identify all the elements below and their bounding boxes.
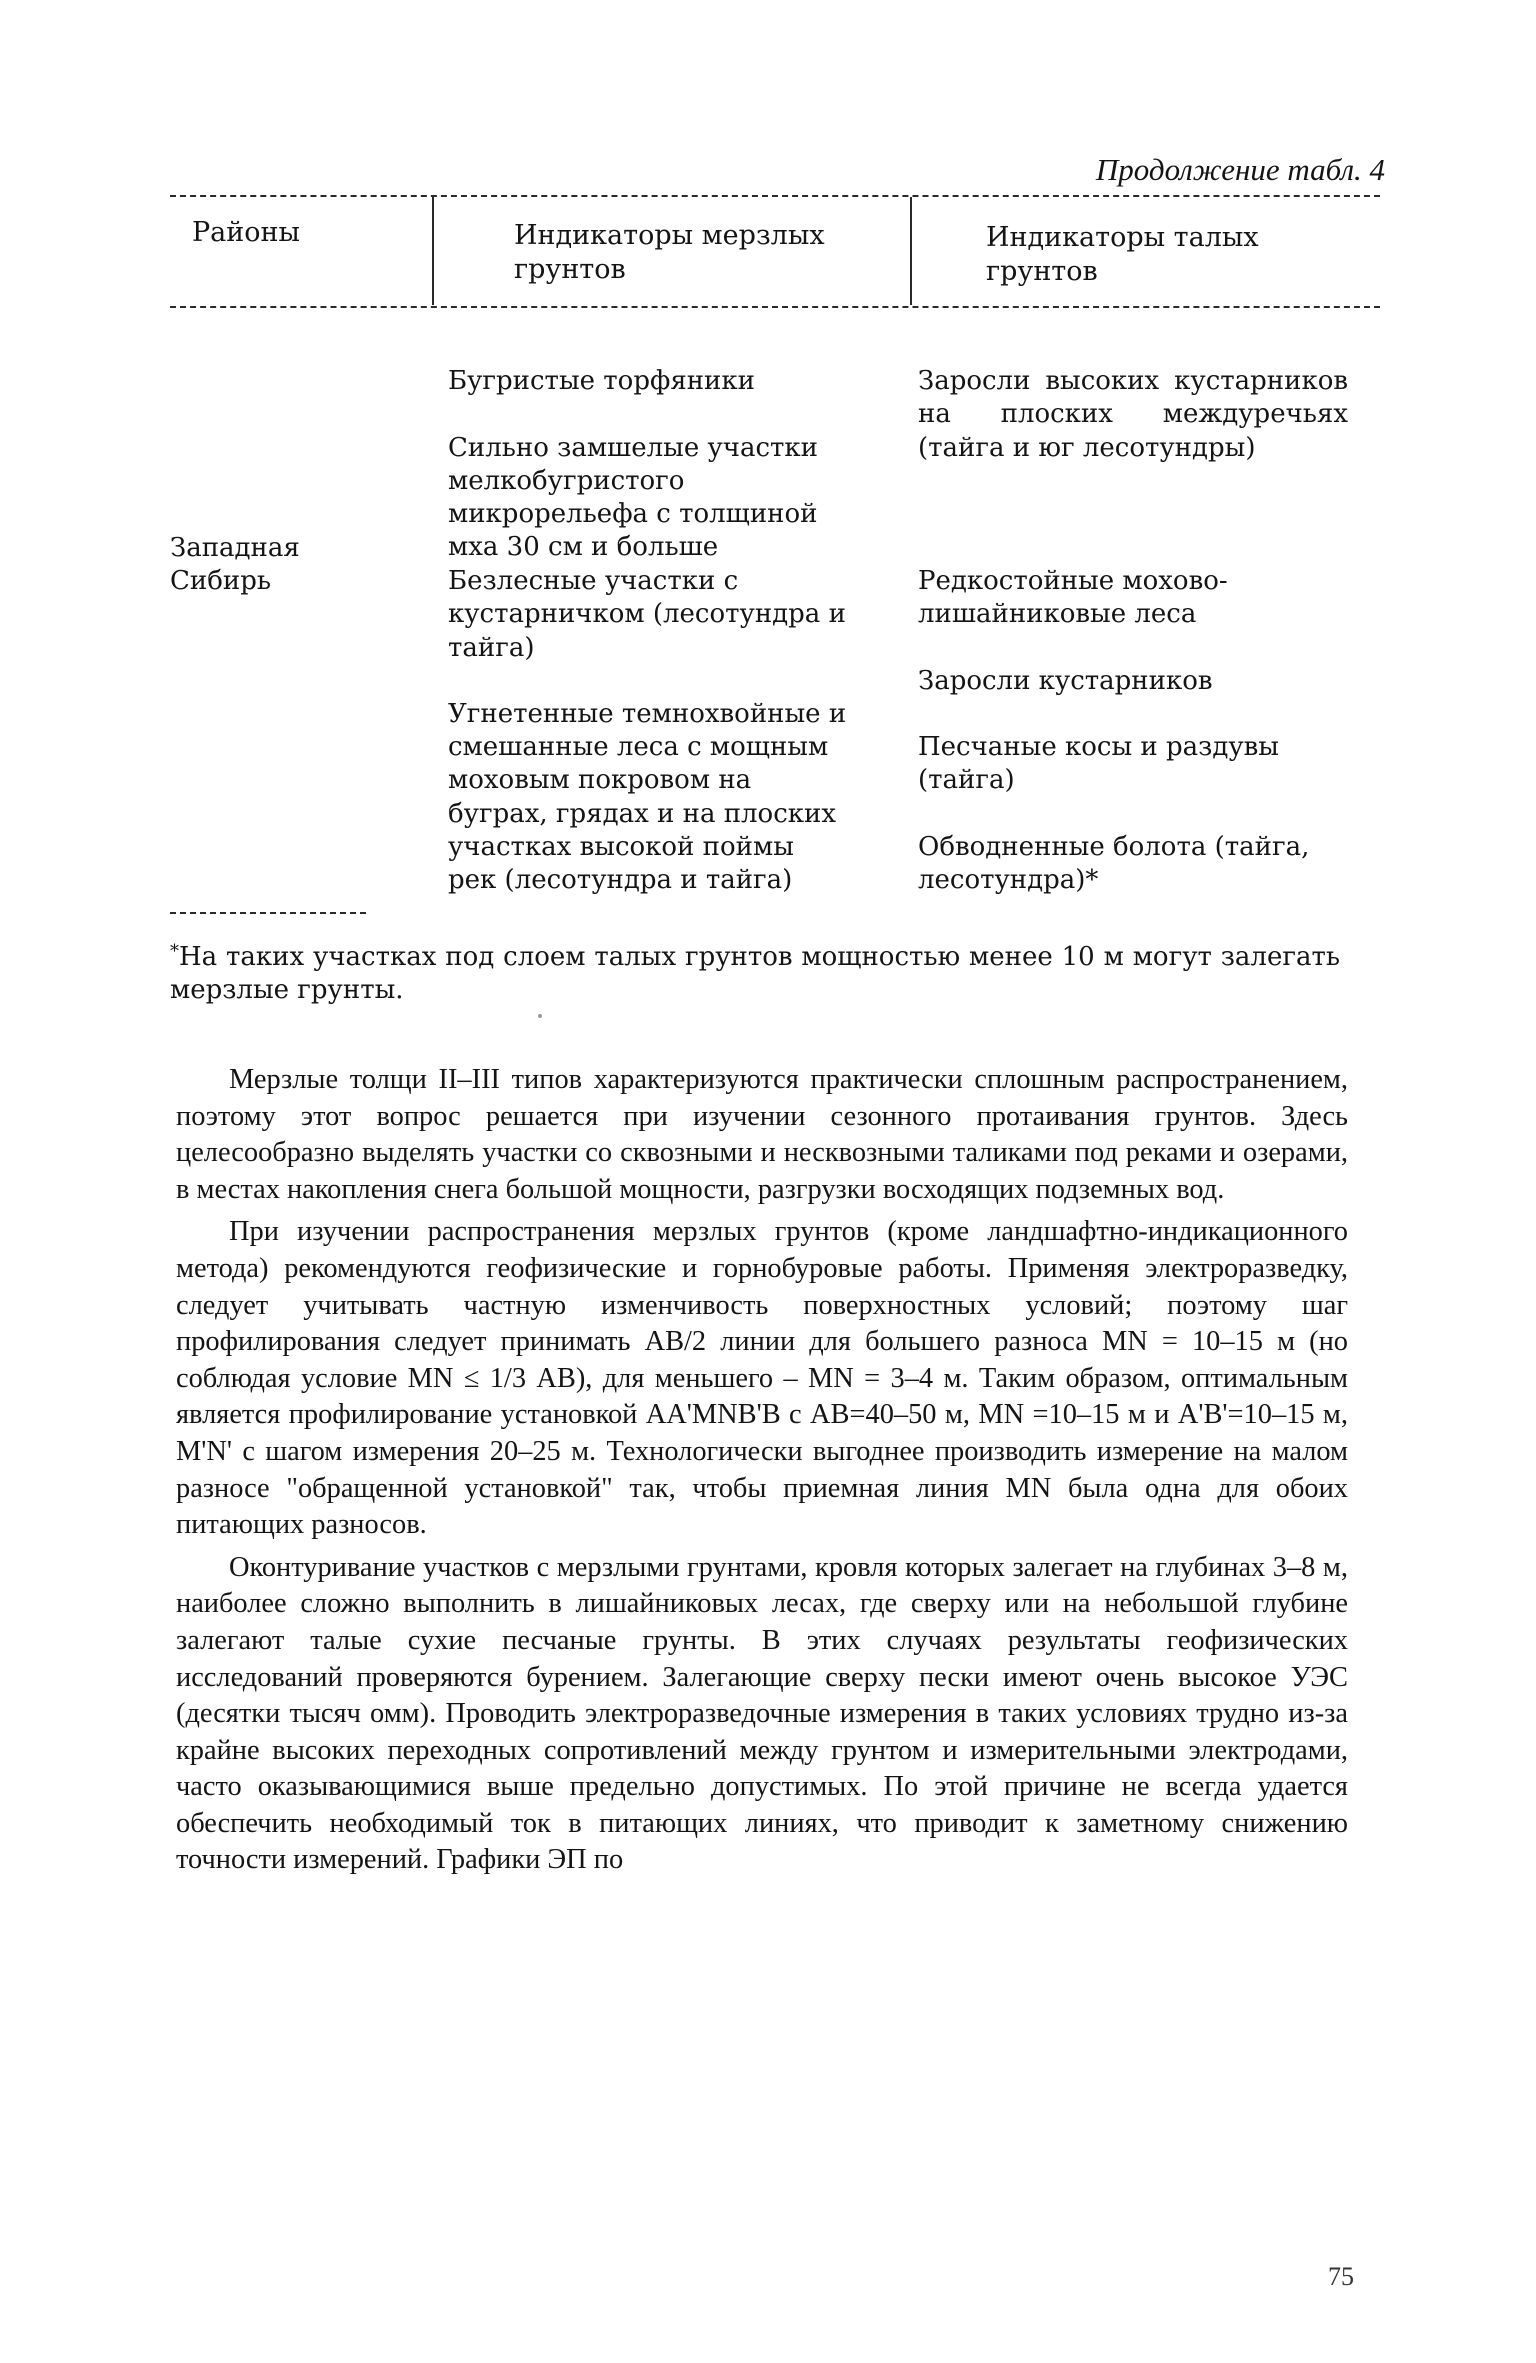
footnote-text: На таких участках под слоем талых грунтов мощностью менее 10 м могут залегать мерзлые грунты.: [170, 942, 1340, 1005]
paragraph: Оконтуривание участков с мерзлыми грунтами, кровля которых залегает на глубинах 3–8 м, наиболее сложно выполнить в лишайниковых лесах, где сверху или на небольшой глубине залегают талые сухие песчаные грунты. В этих случаях результаты геофизических исследований проверяются бурением. Залегающие сверху пески имеют очень высокое УЭС (десятки тысяч омм). Проводить электроразведочные измерения в таких условиях трудно из-за крайне высоких переходных сопротивлений между грунтом и измерительными электродами, часто оказывающимися выше предельно допустимых. По этой причине не всегда удается обеспечить необходимый ток в питающих линиях, что приводит к заметному снижению точности измерений. Графики ЭП по: [176, 1551, 1348, 1876]
thawed-indicator-item: Песчаные косы и раздувы (тайга): [918, 732, 1279, 796]
paragraph: Мерзлые толщи II–III типов характеризуются практически сплошным распространением, поэтому этот вопрос решается при изучении сезонного протаивания грунтов. Здесь целесообразно выделять участки со сквозными и несквозными таликами под реками и озерами, в местах накопления снега большой мощности, разгрузки восходящих подземных вод.: [176, 1064, 1348, 1205]
page-number: 75: [1328, 2262, 1354, 2291]
table-caption: Продолжение табл. 4: [1095, 152, 1385, 187]
footnote: [170, 935, 1340, 1007]
table-header-thawed-indicators: Индикаторы талых грунтов: [986, 222, 1259, 287]
thawed-indicator-item: Заросли высоких кустарников на плоских междуречьях (тайга и юг лесотундры): [918, 366, 1348, 463]
table-top-rule: [170, 195, 1380, 197]
table-header-frozen-indicators: Индикаторы мерзлых грунтов: [514, 220, 825, 285]
table-header-rule: [170, 306, 1380, 308]
footnote-separator: [170, 912, 366, 914]
table-header-regions: Районы: [192, 217, 300, 248]
body-text: [176, 1062, 1348, 1885]
frozen-indicator-item: Бугристые торфяники: [448, 366, 755, 397]
thawed-indicator-item: Заросли кустарников: [918, 665, 1213, 696]
table-column-divider: [432, 197, 434, 305]
paragraph: При изучении распространения мерзлых грунтов (кроме ландшафтно-индикационного метода) рекомендуются геофизические и горнобуровые работы. Применяя электроразведку, следует учитывать частную изменчивость поверхностных условий; поэтому шаг профилирования следует принимать АВ/2 линии для большего разноса MN = 10–15 м (но соблюдая условие MN ≤ 1/3 АВ), для меньшего – MN = 3–4 м. Таким образом, оптимальным является профилирование установкой АА'MNВ'В с АВ=40–50 м, MN =10–15 м и А'В'=10–15 м, M'N' с шагом измерения 20–25 м. Технологически выгоднее производить измерение на малом разносе "обращенной установкой" так, чтобы приемная линия MN была одна для обоих питающих разносов.: [176, 1216, 1348, 1541]
frozen-indicator-item: Безлесные участки с кустарничком (лесотундра и тайга): [448, 566, 846, 663]
thawed-indicator-item: Редкостойные мохово-лишайниковые леса: [918, 566, 1228, 630]
table-cell-frozen: [448, 532, 848, 930]
thawed-indicator-item: Обводненные болота (тайга, лесотундра)*: [918, 831, 1310, 896]
frozen-indicator-item: Угнетенные темнохвойные и смешанные леса с мощным моховым покровом на буграх, грядах и на плоских участках высокой поймы рек (лесотундра и тайга): [448, 699, 847, 896]
table-cell-thawed: [918, 332, 1348, 498]
speck-dot: [538, 1014, 542, 1018]
table-cell-thawed: [918, 532, 1348, 930]
footnote-mark: *: [170, 941, 179, 962]
table-column-divider: [910, 197, 912, 305]
table-cell-region: Западная Сибирь: [170, 533, 300, 597]
frozen-indicator-item: Сильно замшелые участки мелкобугристого микрорельефа с толщиной мха 30 см и больше: [448, 432, 818, 563]
